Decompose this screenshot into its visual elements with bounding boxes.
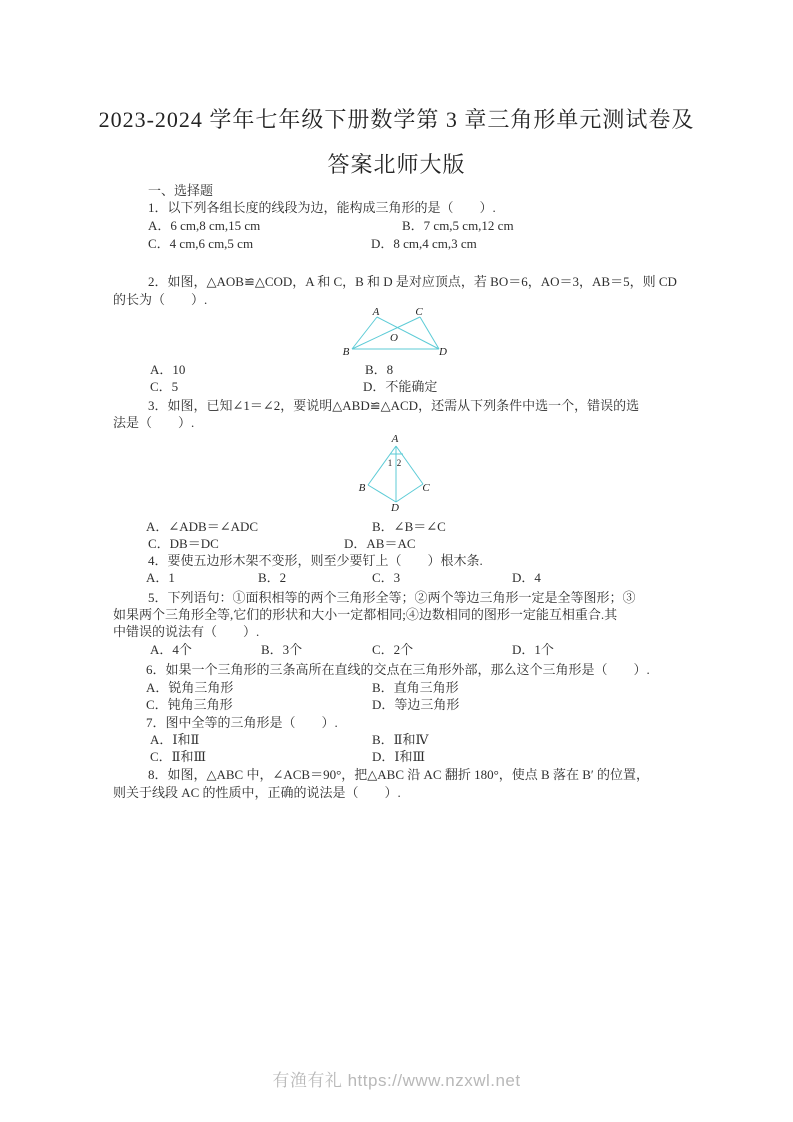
question-7-option-c: C．Ⅱ和Ⅲ <box>150 749 207 764</box>
question-5-option-a: A．4个 <box>150 642 192 657</box>
vertex-label-a: A <box>391 433 399 445</box>
question-3-option-b: B．∠B＝∠C <box>372 519 446 534</box>
question-4-option-b: B．2 <box>258 570 287 585</box>
question-4-option-c: C．3 <box>372 570 401 585</box>
question-5-text-line3: 中错误的说法有（ ）. <box>113 624 260 639</box>
question-4-option-a: A．1 <box>146 570 175 585</box>
vertex-label-d: D <box>391 502 399 514</box>
page-title-line2: 答案北师大版 <box>327 152 466 177</box>
vertex-label-c: C <box>422 482 430 494</box>
question-1-option-c: C．4 cm,6 cm,5 cm <box>148 236 254 251</box>
question-2-option-c: C．5 <box>150 379 179 394</box>
question-7-text: 7．图中全等的三角形是（ ）. <box>146 715 338 730</box>
question-1-option-b: B．7 cm,5 cm,12 cm <box>402 218 514 233</box>
question-3-figure-triangles-abd-acd <box>348 430 440 516</box>
footer-watermark: 有渔有礼 https://www.nzxwl.net <box>272 1071 521 1090</box>
vertex-label-c: C <box>415 306 423 318</box>
question-3-option-d: D．AB＝AC <box>344 536 416 551</box>
question-6-option-a: A．锐角三角形 <box>146 680 234 695</box>
question-3-option-a: A．∠ADB＝∠ADC <box>146 519 259 534</box>
question-1-option-d: D．8 cm,4 cm,3 cm <box>371 236 477 251</box>
question-7-option-d: D．Ⅰ和Ⅲ <box>372 749 426 764</box>
vertex-label-d: D <box>439 346 447 358</box>
question-1-option-a: A．6 cm,8 cm,15 cm <box>148 218 261 233</box>
question-3-option-c: C．DB＝DC <box>148 536 219 551</box>
question-3-text-line1: 3．如图，已知∠1＝∠2，要说明△ABD≌△ACD，还需从下列条件中选一个，错误的选 <box>148 398 640 413</box>
question-8-text-line2: 则关于线段 AC 的性质中，正确的说法是（ ）. <box>113 785 401 800</box>
question-2-figure-triangles-aob-cod <box>335 303 450 360</box>
question-4-option-d: D．4 <box>512 570 541 585</box>
question-5-option-c: C．2个 <box>372 642 414 657</box>
vertex-label-b: B <box>358 482 366 494</box>
question-5-text-line1: 5．下列语句：①面积相等的两个三角形全等；②两个等边三角形一定是全等图形；③ <box>148 590 636 605</box>
question-7-option-b: B．Ⅱ和Ⅳ <box>372 732 429 747</box>
question-5-option-b: B．3个 <box>261 642 303 657</box>
question-2-option-b: B．8 <box>365 362 394 377</box>
vertex-label-b: B <box>342 346 350 358</box>
question-5-text-line2: 如果两个三角形全等,它们的形状和大小一定都相同;④边数相同的图形一定能互相重合.其 <box>113 607 618 622</box>
question-6-option-b: B．直角三角形 <box>372 680 459 695</box>
question-7-option-a: A．Ⅰ和Ⅱ <box>150 732 200 747</box>
angle-label-1: 1 <box>387 458 393 468</box>
question-8-text-line1: 8．如图，△ABC 中，∠ACB＝90°，把△ABC 沿 AC 翻折 180°，使点 B 落在 B′ 的位置， <box>148 767 649 782</box>
angle-label-2: 2 <box>396 458 402 468</box>
question-2-text-line1: 2．如图，△AOB≌△COD，A 和 C，B 和 D 是对应顶点，若 BO＝6，AO＝3，AB＝5，则 CD <box>148 274 677 289</box>
segment-dc <box>396 484 423 502</box>
question-2-text-line2: 的长为（ ）. <box>113 292 208 307</box>
question-1-text: 1．以下列各组长度的线段为边，能构成三角形的是（ ）. <box>148 200 496 215</box>
question-3-text-line2: 法是（ ）. <box>113 415 195 430</box>
question-4-text: 4．要使五边形木架不变形，则至少要钉上（ ）根木条. <box>148 553 483 568</box>
vertex-label-a: A <box>372 306 380 318</box>
segment-bd <box>368 485 396 502</box>
page-title-line1: 2023-2024 学年七年级下册数学第 3 章三角形单元测试卷及 <box>98 107 695 132</box>
section-heading: 一、选择题 <box>148 183 214 198</box>
question-6-text: 6．如果一个三角形的三条高所在直线的交点在三角形外部，那么这个三角形是（ ）. <box>146 662 650 677</box>
vertex-label-o: O <box>390 332 398 344</box>
question-6-option-d: D．等边三角形 <box>372 697 460 712</box>
question-5-option-d: D．1个 <box>512 642 554 657</box>
question-6-option-c: C．钝角三角形 <box>146 697 233 712</box>
segment-ba <box>352 317 377 349</box>
question-2-option-d: D．不能确定 <box>363 379 438 394</box>
question-2-option-a: A．10 <box>150 362 186 377</box>
